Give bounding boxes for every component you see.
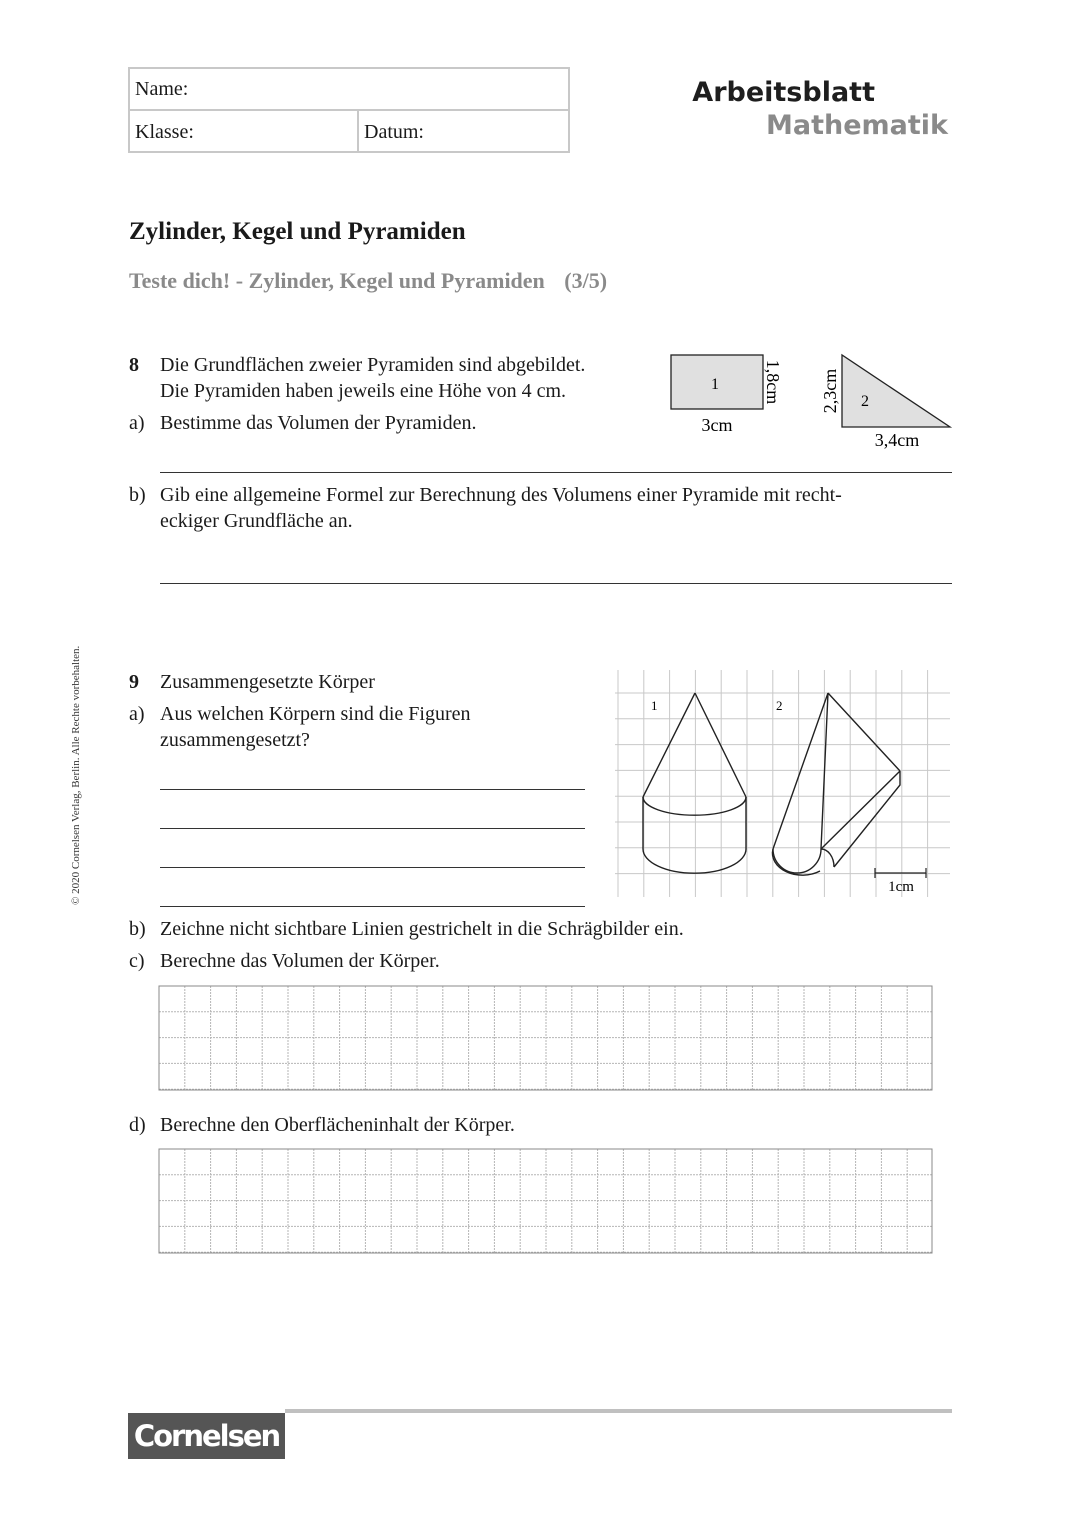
cornelsen-logo: Cornelsen <box>128 1413 285 1459</box>
name-row <box>130 69 568 111</box>
task8-number: 8 <box>129 354 139 376</box>
tri-label: 2 <box>861 393 869 410</box>
task9b-text: Zeichne nicht sichtbare Linien gestrichelt in die Schrägbilder ein. <box>160 918 684 940</box>
surface-grid-lines <box>159 1149 932 1253</box>
subtitle-text: Teste dich! - Zylinder, Kegel und Pyramiden <box>129 268 545 293</box>
task9-heading: Zusammengesetzte Körper <box>160 671 375 693</box>
task8-base-figures <box>660 345 960 455</box>
subtitle-page: (3/5) <box>564 268 608 293</box>
triangle-base <box>842 355 950 427</box>
answer-line-8b[interactable] <box>160 583 952 584</box>
quarter-cylinder-bottom <box>772 849 820 875</box>
scale-label: 1cm <box>888 879 914 895</box>
task8a-label: a) <box>129 412 145 434</box>
task9d-label: d) <box>129 1114 146 1136</box>
footer-bar <box>285 1409 952 1413</box>
class-label: Klasse: <box>135 121 194 143</box>
answer-line-9a-1[interactable] <box>160 789 585 790</box>
page-subtitle <box>129 268 607 294</box>
task9c-text: Berechne das Volumen der Körper. <box>160 950 440 972</box>
task8b-line1: Gib eine allgemeine Formel zur Berechnung des Volumens einer Pyramide mit recht- <box>160 484 842 506</box>
task8-intro-line1: Die Grundflächen zweier Pyramiden sind abgebildet. <box>160 354 586 376</box>
tri-base-label: 3,4cm <box>874 430 920 450</box>
fig1-label: 1 <box>651 698 658 713</box>
name-label: Name: <box>135 78 189 100</box>
brand-mathematik: Mathematik <box>766 110 948 141</box>
answer-line-9a-2[interactable] <box>160 828 585 829</box>
rect-width-label: 3cm <box>701 415 733 435</box>
volume-grid-lines <box>159 986 932 1090</box>
task9a-label: a) <box>129 703 145 725</box>
task9-number: 9 <box>129 671 139 693</box>
rect-label: 1 <box>711 376 719 393</box>
header-form-box <box>128 67 570 153</box>
calc-grid-surface[interactable] <box>158 1148 933 1254</box>
task9a-line1: Aus welchen Körpern sind die Figuren <box>160 703 471 725</box>
task8-intro-line2: Die Pyramiden haben jeweils eine Höhe von 4 cm. <box>160 380 566 402</box>
date-label: Datum: <box>364 121 424 143</box>
cylinder-bottom-arc <box>643 849 746 873</box>
task9b-label: b) <box>129 918 146 940</box>
task8b-line2: eckiger Grundfläche an. <box>160 510 353 532</box>
answer-line-9a-3[interactable] <box>160 867 585 868</box>
fig2-label: 2 <box>776 698 783 713</box>
task9a-line2: zusammengesetzt? <box>160 729 310 751</box>
brand-arbeitsblatt: Arbeitsblatt <box>692 77 875 108</box>
task9d-text: Berechne den Oberflächeninhalt der Körper. <box>160 1114 515 1136</box>
answer-line-9a-4[interactable] <box>160 906 585 907</box>
answer-line-8a[interactable] <box>160 472 952 473</box>
rect-height-label: 1,8cm <box>763 359 783 405</box>
tri-height-label: 2,3cm <box>820 368 840 414</box>
page-title: Zylinder, Kegel und Pyramiden <box>129 218 466 245</box>
scale-bar <box>875 868 926 878</box>
header-divider <box>357 111 359 153</box>
task9-solid-figures <box>610 665 955 900</box>
task9c-label: c) <box>129 950 145 972</box>
task8a-text: Bestimme das Volumen der Pyramiden. <box>160 412 477 434</box>
copyright-sidebar: © 2020 Cornelsen Verlag, Berlin. Alle Rechte vorbehalten. <box>70 645 82 905</box>
task8b-label: b) <box>129 484 146 506</box>
calc-grid-volume[interactable] <box>158 985 933 1091</box>
cone-base-arc <box>643 797 746 815</box>
cylinder-sides <box>643 797 746 849</box>
